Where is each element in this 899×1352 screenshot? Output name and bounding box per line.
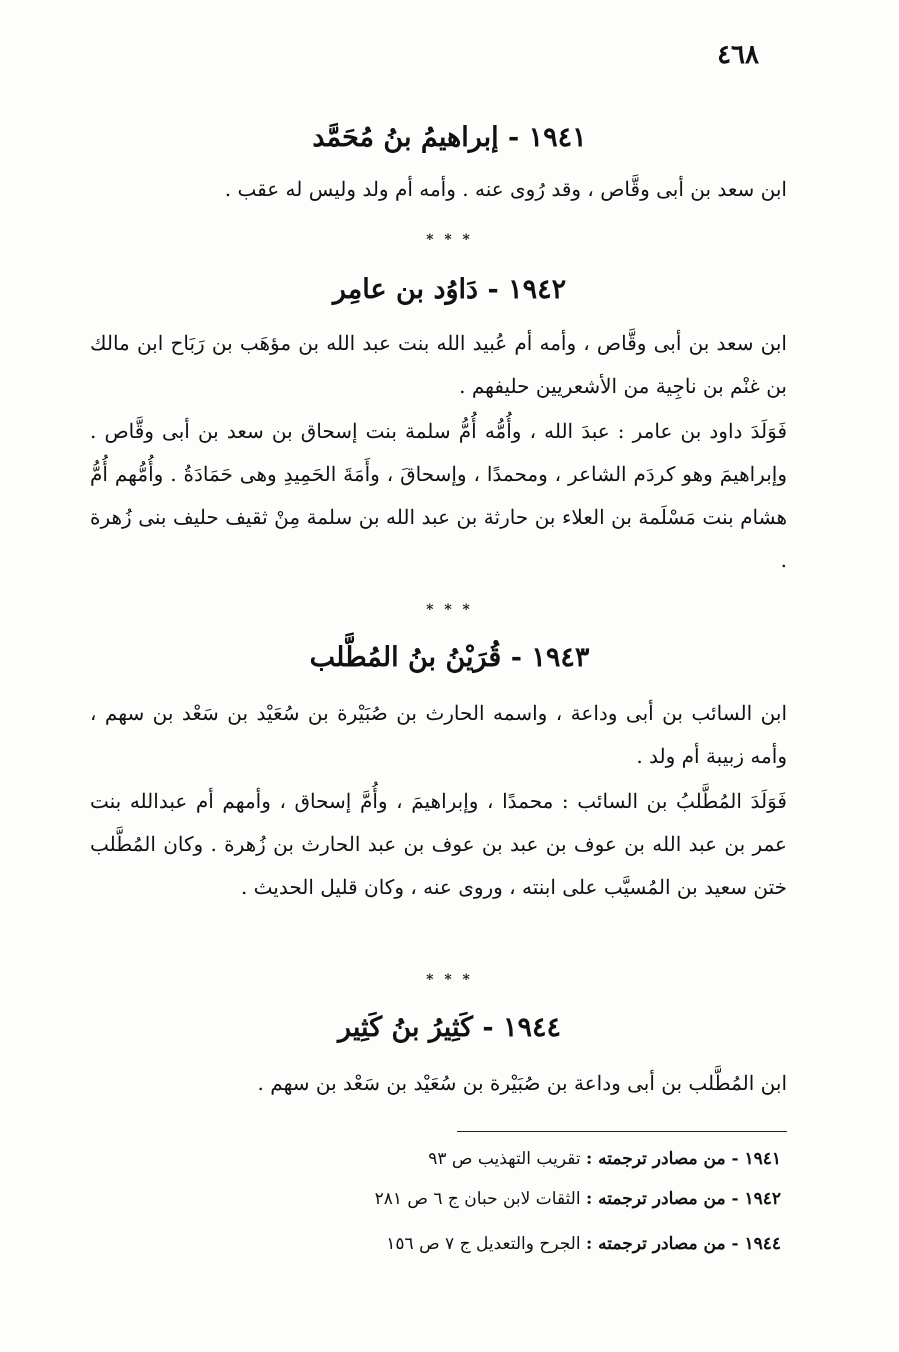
entry-1942-paragraph-1: ابن سعد بن أبى وقَّاص ، وأمه أم عُبيد الله بنت عبد الله بن مؤهَب بن رَبَاح ابن مالك بن غنْم بن ناجِية من الأشعريين حليفهم . <box>90 331 787 398</box>
entry-title-1942: ١٩٤٢ - دَاوُد بن عامِر <box>332 274 567 305</box>
footnote-divider <box>457 1131 787 1132</box>
footnote-label: ١٩٤٢ - من مصادر ترجمته : <box>585 1189 781 1209</box>
footnote-label: ١٩٤١ - من مصادر ترجمته : <box>585 1149 781 1169</box>
entry-1942-paragraph-2: فَوَلَدَ داود بن عامر : عبدَ الله ، وأُمُّه أُمُّ سلمة بنت إسحاق بن سعد بن أبى وقَّاص . وإبراهيمَ وهو كردَم الشاعر ، ومحمدًا ، وإسحاقَ ، وأَمَةَ الحَمِيدِ وهى حَمَادَةُ . وأُمُّهم أُمُّ هشام بنت مَسْلَمة بن العلاء بن حارثة بن عبد الله بن سلمة مِنْ ثقيف حليف بنى زُهرة . <box>90 419 787 572</box>
footnote-text: الثقات لابن حبان ج ٦ ص ٢٨١ <box>374 1189 581 1209</box>
section-separator: * * * <box>426 972 473 988</box>
entry-1944-paragraph-1: ابن المُطَّلب بن أبى وداعة بن صُبَيْرة بن سُعَيْد بن سَعْد بن سهم . <box>257 1071 787 1095</box>
footnote-label: ١٩٤٤ - من مصادر ترجمته : <box>585 1234 781 1254</box>
footnote-1944 <box>386 1234 781 1254</box>
entry-title-1943: ١٩٤٣ - قُرَيْنُ بنُ المُطَّلب <box>309 642 590 673</box>
footnote-1941 <box>428 1149 781 1169</box>
section-separator: * * * <box>426 232 473 248</box>
footnote-text: تقريب التهذيب ص ٩٣ <box>428 1149 581 1169</box>
section-separator: * * * <box>426 602 473 618</box>
footnote-1942 <box>375 1189 781 1209</box>
entry-1943-paragraph-1: ابن السائب بن أبى وداعة ، واسمه الحارث بن صُبَيْرة بن سُعَيْد بن سَعْد بن سهم ، وأمه زبيبة أم ولد . <box>90 701 787 768</box>
footnote-text: الجرح والتعديل ج ٧ ص ١٥٦ <box>386 1234 581 1254</box>
page-number: ٤٦٨ <box>717 40 759 70</box>
entry-title-1944: ١٩٤٤ - كَثِيرُ بنُ كَثِير <box>338 1012 561 1043</box>
entry-1941-paragraph-1: ابن سعد بن أبى وقَّاص ، وقد رُوى عنه . وأمه أم ولد وليس له عقب . <box>224 177 787 201</box>
entry-title-1941: ١٩٤١ - إبراهيمُ بنُ مُحَمَّد <box>312 122 587 153</box>
entry-1943-paragraph-2: فَوَلَدَ المُطَّلبُ بن السائب : محمدًا ، وإبراهيمَ ، وأُمَّ إسحاق ، وأمهم أم عبدالله بنت عمر بن عبد الله بن عوف بن عبد بن عوف بن عبد الحارث بن زُهرة . وكان المُطَّلب ختن سعيد بن المُسيَّب على ابنته ، وروى عنه ، وكان قليل الحديث . <box>90 789 787 899</box>
